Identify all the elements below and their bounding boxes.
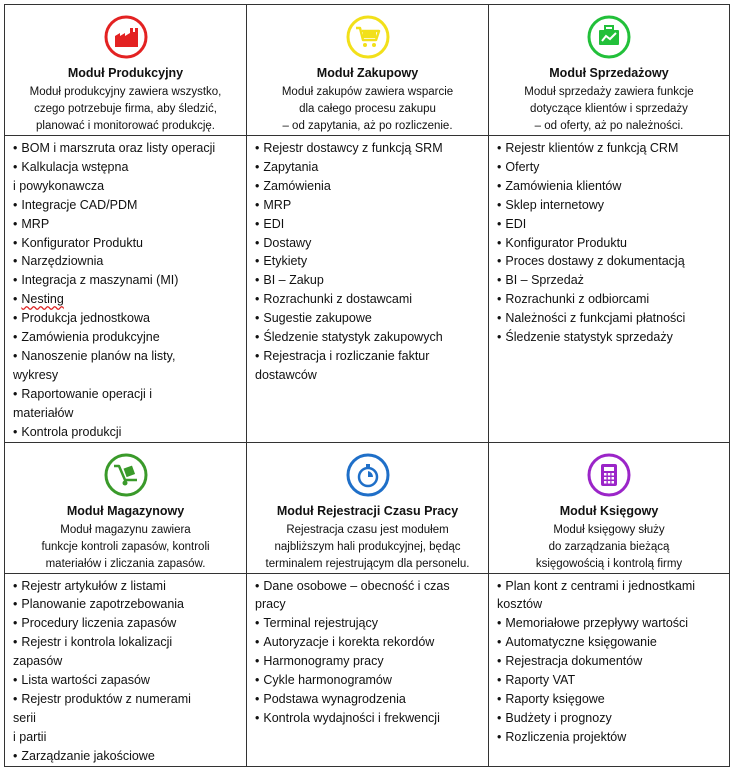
feature-item: • Zamówienia produkcyjne [13, 328, 240, 347]
feature-item: • Rejestracja dokumentów [497, 652, 723, 671]
feature-item: • Rozliczenia projektów [497, 728, 723, 747]
module-title: Moduł Magazynowy [66, 503, 185, 518]
feature-item: • Zamówienia klientów [497, 177, 723, 196]
briefcase-chart-icon [586, 14, 632, 60]
feature-item: • Rejestr i kontrola lokalizacji [13, 633, 240, 652]
module-features-sprzedaz [489, 136, 730, 443]
feature-item: • Automatyczne księgowanie [497, 633, 723, 652]
feature-item-continuation: i powykonawcza [13, 178, 105, 193]
feature-item: • Podstawa wynagrodzenia [255, 690, 482, 709]
hand-truck-icon [103, 452, 149, 498]
feature-item: • Lista wartości zapasów [13, 671, 240, 690]
feature-item: • BI – Sprzedaż [497, 271, 723, 290]
feature-item: • Oferty [497, 158, 723, 177]
module-title: Moduł Produkcyjny [67, 66, 184, 80]
feature-item: • Integracje CAD/PDM [13, 196, 240, 215]
feature-item-continuation: dostawców [255, 367, 317, 382]
module-description: Moduł księgowy służy do zarządzania bieżącą księgowością i kontrolą firmy [535, 523, 683, 570]
module-header-magazyn [5, 442, 247, 573]
feature-item: • Planowanie zapotrzebowania [13, 595, 240, 614]
feature-item: • Rozrachunki z dostawcami [255, 290, 482, 309]
feature-item: • MRP [13, 215, 240, 234]
feature-item: • Dostawy [255, 234, 482, 253]
feature-item: • Sugestie zakupowe [255, 309, 482, 328]
feature-item: • Plan kont z centrami i jednostkami [497, 577, 723, 596]
feature-item: • Rejestr klientów z funkcją CRM [497, 139, 723, 158]
feature-item: • Narzędziownia [13, 252, 240, 271]
feature-item: • EDI [497, 215, 723, 234]
module-header-zakupy [247, 5, 489, 136]
module-description: Moduł produkcyjny zawiera wszystko, czego potrzebuje firma, aby śledzić, planować i monitorować produkcję. [29, 86, 222, 132]
feature-item: • Rozrachunki z odbiorcami [497, 290, 723, 309]
module-description: Moduł sprzedaży zawiera funkcje dotyczące klientów i sprzedaży – od oferty, aż po należności. [524, 86, 694, 132]
feature-item: • Raporty VAT [497, 671, 723, 690]
feature-item: • Śledzenie statystyk zakupowych [255, 328, 482, 347]
module-header-czas-pracy [247, 442, 489, 573]
feature-item: • Śledzenie statystyk sprzedaży [497, 328, 723, 347]
feature-item: • Konfigurator Produktu [497, 234, 723, 253]
feature-item: • Cykle harmonogramów [255, 671, 482, 690]
feature-item-continuation: zapasów [13, 654, 63, 669]
factory-icon [103, 14, 149, 60]
feature-item: • MRP [255, 196, 482, 215]
feature-item: • Zamówienia [255, 177, 482, 196]
feature-item: • Raporty księgowe [497, 690, 723, 709]
feature-item: • Kontrola produkcji [13, 423, 240, 442]
module-header-ksiegowosc [489, 442, 730, 573]
feature-item: • Zapytania [255, 158, 482, 177]
module-header-produkcja [5, 5, 247, 136]
module-description: Moduł magazynu zawiera funkcje kontroli zapasów, kontroli materiałów i zliczania zapasów. [41, 523, 210, 570]
feature-item: • Rejestracja i rozliczanie faktur [255, 347, 482, 366]
feature-item: • Harmonogramy pracy [255, 652, 482, 671]
feature-item: • Nanoszenie planów na listy, [13, 347, 240, 366]
feature-item: • Integracja z maszynami (MI) [13, 271, 240, 290]
module-description: Moduł zakupów zawiera wsparcie dla całego procesu zakupu – od zapytania, aż po rozliczenie. [281, 86, 454, 132]
module-features-produkcja [5, 136, 247, 443]
feature-item: • Terminal rejestrujący [255, 614, 482, 633]
feature-item: • Rejestr dostawcy z funkcją SRM [255, 139, 482, 158]
modules-grid [4, 4, 730, 767]
module-title: Moduł Rejestracji Czasu Pracy [276, 503, 459, 518]
feature-item-continuation: pracy [255, 597, 286, 612]
feature-item: • Autoryzacje i korekta rekordów [255, 633, 482, 652]
module-features-czas-pracy [247, 573, 489, 766]
feature-item: • Kontrola wydajności i frekwencji [255, 709, 482, 728]
feature-item-continuation: kosztów [497, 597, 543, 612]
feature-item: • Nesting [13, 290, 240, 309]
module-description: Rejestracja czasu jest modułem najbliższym hali produkcyjnej, będąc terminalem rejestrującym dla personelu. [265, 523, 470, 570]
feature-item: • Dane osobowe – obecność i czas [255, 577, 482, 596]
feature-item-continuation: i partii [13, 729, 47, 744]
stopwatch-icon [345, 452, 391, 498]
feature-item: • Raportowanie operacji i [13, 385, 240, 404]
module-title: Moduł Sprzedażowy [549, 66, 669, 80]
feature-item: • Rejestr artykułów z listami [13, 577, 240, 596]
feature-item: • Etykiety [255, 252, 482, 271]
module-title: Moduł Zakupowy [316, 66, 419, 80]
feature-item: • Proces dostawy z dokumentacją [497, 252, 723, 271]
feature-item: • Budżety i prognozy [497, 709, 723, 728]
module-features-magazyn [5, 573, 247, 766]
feature-item-continuation: serii [13, 710, 36, 725]
feature-item-continuation: wykresy [13, 367, 59, 382]
feature-item: • Sklep internetowy [497, 196, 723, 215]
feature-item: • Zarządzanie jakościowe [13, 747, 240, 766]
shopping-cart-icon [345, 14, 391, 60]
feature-item: • BOM i marszruta oraz listy operacji [13, 139, 240, 158]
feature-item: • Memoriałowe przepływy wartości [497, 614, 723, 633]
module-features-ksiegowosc [489, 573, 730, 766]
feature-item: • Konfigurator Produktu [13, 234, 240, 253]
feature-item: • Produkcja jednostkowa [13, 309, 240, 328]
module-header-sprzedaz [489, 5, 730, 136]
feature-item: • Procedury liczenia zapasów [13, 614, 240, 633]
feature-item-continuation: materiałów [13, 405, 74, 420]
calculator-icon [586, 452, 632, 498]
feature-item: • Rejestr produktów z numerami [13, 690, 240, 709]
feature-item: • BI – Zakup [255, 271, 482, 290]
feature-item: • EDI [255, 215, 482, 234]
module-features-zakupy [247, 136, 489, 443]
module-title: Moduł Księgowy [559, 503, 659, 518]
feature-item: • Kalkulacja wstępna [13, 158, 240, 177]
feature-item: • Należności z funkcjami płatności [497, 309, 723, 328]
